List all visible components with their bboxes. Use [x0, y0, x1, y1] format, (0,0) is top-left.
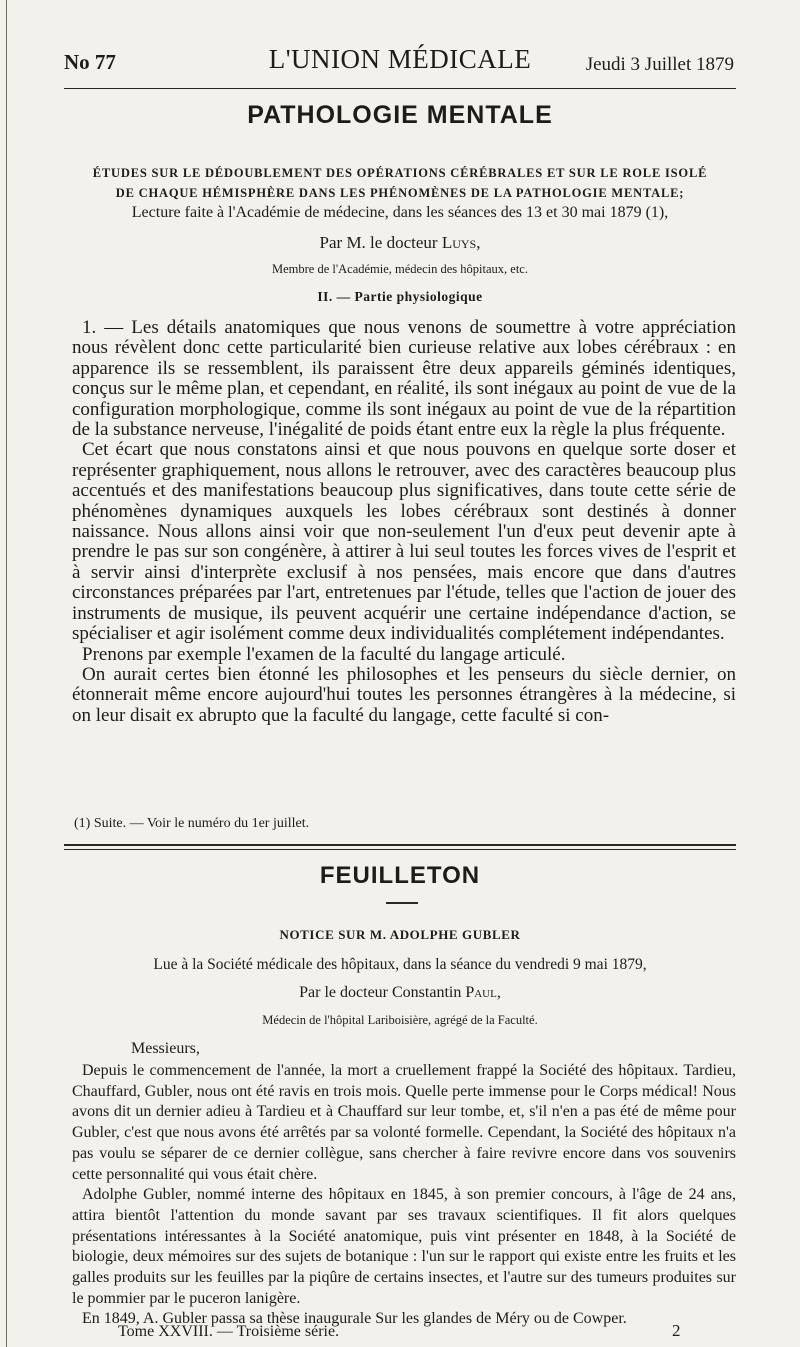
article-subtitle — [64, 163, 736, 203]
author-role: Membre de l'Académie, médecin des hôpitaux, etc. — [272, 262, 528, 276]
feuilleton-read-at: Lue à la Société médicale des hôpitaux, dans la séance du vendredi 9 mai 1879, — [153, 956, 647, 973]
part-heading: II. — Partie physiologique — [317, 289, 483, 304]
salutation: Messieurs, — [131, 1040, 200, 1057]
footer-page-number: 2 — [672, 1321, 681, 1340]
article-paragraph-1: 1. — Les détails anatomiques que nous venons de soumettre à votre appréciation nous révèlent donc cette particularité bien curieuse relative aux lobes cérébraux : en apparence ils se ressemblent, ils paraissent être deux appareils géminés identiques, conçus sur le même plan, et cependant, en réalité, ils sont inégaux au point de vue de la configuration morphologique, comme ils sont inégaux au point de vue de la répartition de la substance nerveuse, l'inégalité de poids étant entre eux la règle la plus fréquente. — [72, 317, 736, 441]
author-prefix: Par M. le docteur — [319, 233, 442, 252]
article-footnote: (1) Suite. — Voir le numéro du 1er juillet. — [74, 816, 310, 831]
footer-tome: Tome XXVIII. — Troisième série. — [118, 1323, 340, 1340]
article-body — [72, 318, 736, 726]
ornament-rule — [386, 902, 418, 904]
article-author — [64, 233, 736, 253]
author-name: Luys, — [441, 233, 481, 252]
subtitle-line-2: DE CHAQUE HÉMISPHÈRE DANS LES PHÉNOMÈNES DE LA PATHOLOGIE MENTALE; — [115, 186, 685, 200]
feuilleton-paragraph-2: Adolphe Gubler, nommé interne des hôpitaux en 1845, à son premier concours, à l'âge de 24 ans, attira bientôt l'attention du monde savant par ses travaux scientifiques. Il fit alors quelques présentations intéressantes à la Société anatomique, puis vint présenter en 1848, à la Société de biologie, deux mémoires sur des sujets de botanique : l'un sur le rapport qui existe entre les fruits et les galles produits sur les feuilles par la piqûre de certains insectes, et l'autre sur des tumeurs produites sur le pommier par le puceron lanigère. — [72, 1186, 736, 1307]
feuilleton-paragraph-3: En 1849, A. Gubler passa sa thèse inaugurale Sur les glandes de Méry ou de Cowper. — [82, 1310, 627, 1328]
feuilleton-title: NOTICE SUR M. ADOLPHE GUBLER — [279, 927, 521, 942]
article-paragraph-4: On aurait certes bien étonné les philosophes et les penseurs du siècle dernier, on étonnerait même encore aujourd'hui toutes les personnes étrangères à la médecine, si on leur disait ex abrupto que la faculté du langage, cette faculté si con- — [72, 663, 736, 726]
issue-date: Jeudi 3 Juillet 1879 — [585, 54, 734, 75]
feuilleton-body — [72, 1061, 736, 1330]
feuilleton-author — [64, 984, 736, 1002]
header-rule — [64, 88, 736, 89]
article-paragraph-3: Prenons par exemple l'examen de la faculté du langage articulé. — [82, 643, 566, 665]
feuilleton-divider — [64, 844, 736, 850]
scan-edge-line — [6, 0, 7, 1347]
feuilleton-paragraph-1: Depuis le commencement de l'année, la mort a cruellement frappé la Société des hôpitaux. Tardieu, Chauffard, Gubler, nous ont été ravis en trois mois. Quelle perte immense pour le Corps médical! Nous avons dit un dernier adieu à Tardieu et à Chauffard sur leur tombe, et, s'il n'en a pas été de même pour Gubler, c'est que nous avons été arrêtés par sa volonté formelle. Cependant, la Société des hôpitaux n'a pas voulu se séparer de ce dernier collègue, sans chercher à faire revivre encore dans vos souvenirs cette personnalité qui vous était chère. — [72, 1062, 736, 1183]
feuilleton-author-role: Médecin de l'hôpital Lariboisière, agrégé de la Faculté. — [262, 1013, 538, 1027]
subtitle-line-1: ÉTUDES SUR LE DÉDOUBLEMENT DES OPÉRATIONS CÉRÉBRALES ET SUR LE ROLE ISOLÉ — [92, 166, 708, 180]
page-header — [64, 40, 736, 84]
issue-number: No 77 — [64, 50, 116, 74]
lecture-line: Lecture faite à l'Académie de médecine, dans les séances des 13 et 30 mai 1879 (1), — [131, 204, 669, 221]
section-title-pathologie: PATHOLOGIE MENTALE — [247, 101, 553, 129]
feuilleton-author-name: Paul, — [465, 984, 501, 1001]
feuilleton-author-prefix: Par le docteur Constantin — [299, 984, 466, 1001]
article-paragraph-2: Cet écart que nous constatons ainsi et que nous pouvons en quelque sorte doser et représenter graphiquement, nous allons le retrouver, avec des caractères beaucoup plus accentués et des manifestations beaucoup plus significatives, dans toute cette série de phénomènes dynamiques auxquels les lobes cérébraux sont destinés à donner naissance. Nous allons ainsi voir que non-seulement l'un d'eux peut devenir apte à prendre le pas sur son congénère, à attirer à lui seul toutes les forces vives de l'esprit et à servir ainsi d'interprète exclusif à nos pensées, mais encore que dans d'autres circonstances préparées par l'art, entretenues par l'étude, telles que l'action de jouer des instruments de musique, ils peuvent acquérir une certaine indépendance d'action, se spécialiser et agir isolément comme deux individualités complétement indépendantes. — [72, 439, 736, 645]
section-title-feuilleton: FEUILLETON — [319, 862, 481, 889]
journal-title: L'UNION MÉDICALE — [268, 44, 532, 74]
